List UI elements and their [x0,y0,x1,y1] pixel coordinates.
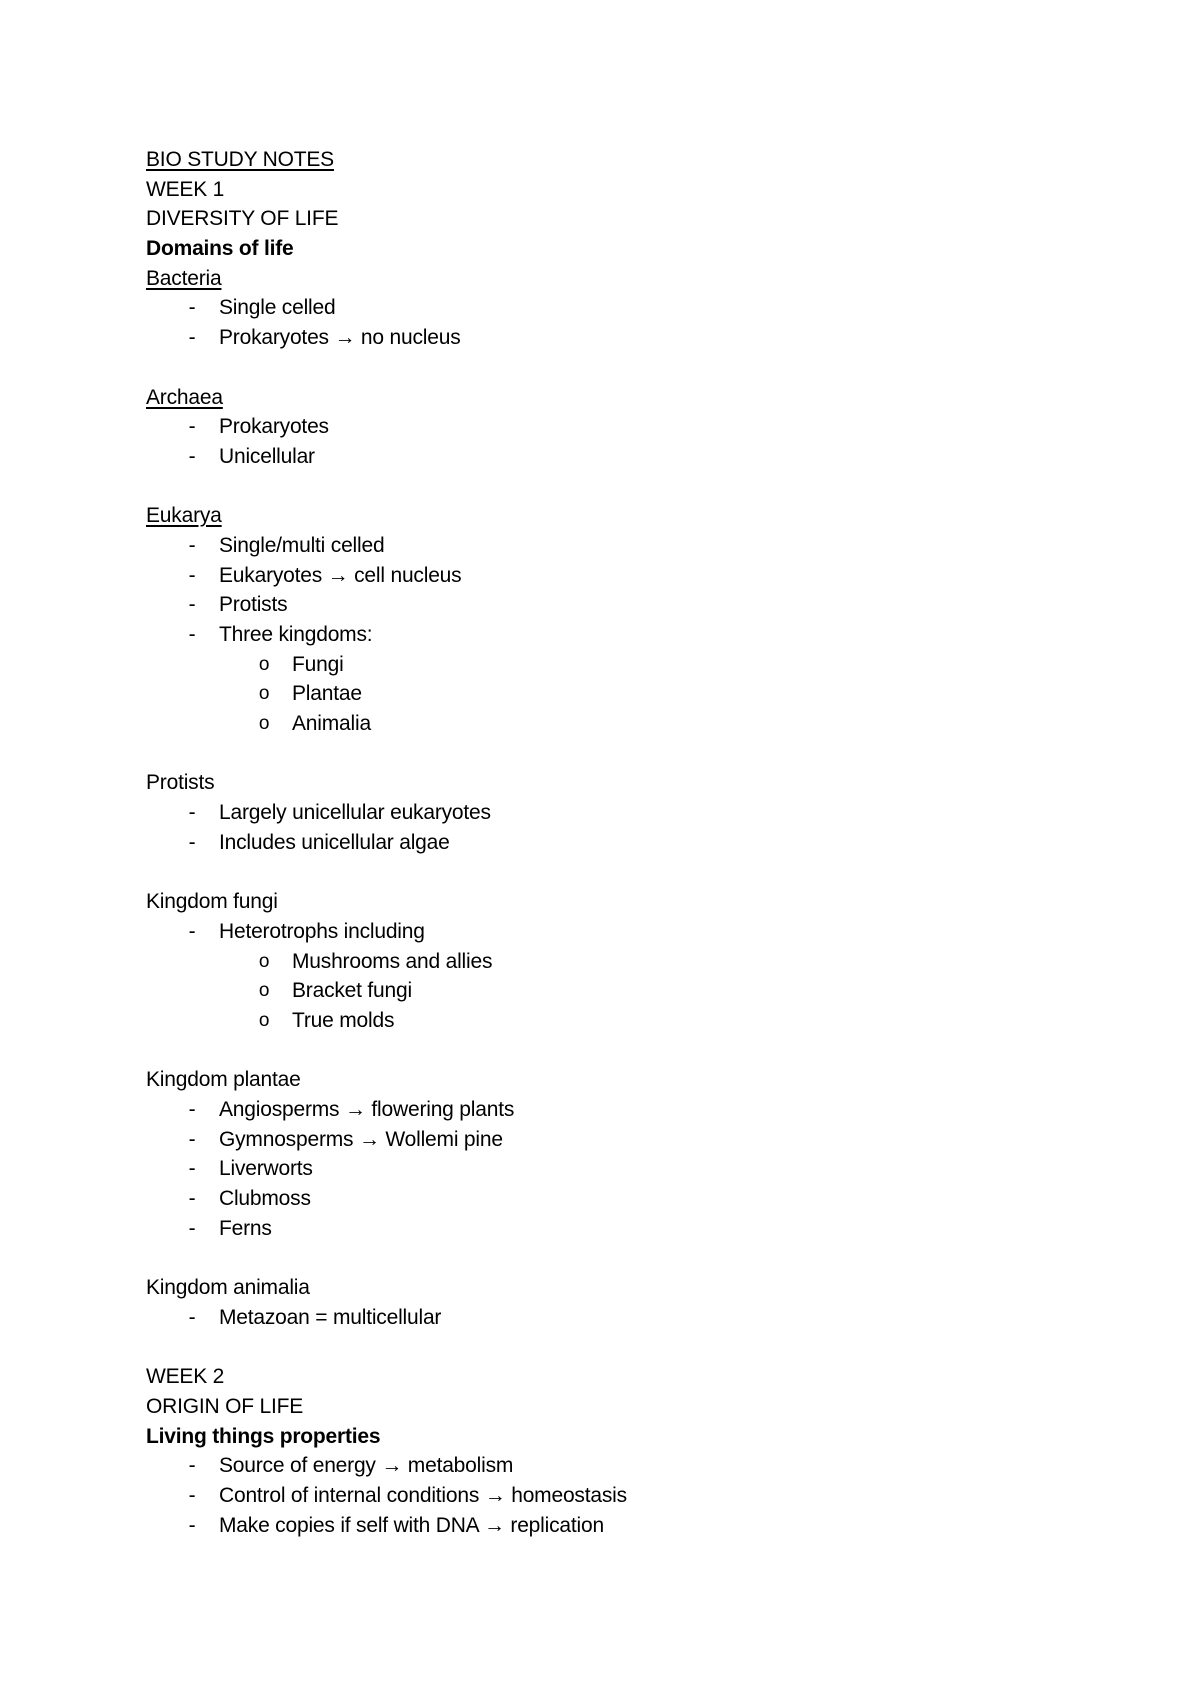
blank-line [146,353,1146,383]
bullet-item [146,1511,1146,1541]
circle-bullet-icon: o [258,950,270,972]
line-text: WEEK 2 [146,1365,225,1389]
dash-bullet-icon: - [188,623,196,646]
dash-bullet-icon: - [188,296,196,320]
dash-bullet-icon: - [188,563,196,587]
line-text: Plantae [292,682,362,706]
bullet-item [146,1095,1146,1125]
line-text: Domains of life [146,237,294,261]
line-text: Animalia [292,712,371,736]
line-text: Make copies if self with DNA → replication [219,1513,604,1537]
bullet-item [146,412,1146,442]
circle-bullet-icon: o [258,683,270,705]
line-text: Bacteria [146,266,222,290]
line-text: Angiosperms → flowering plants [219,1098,515,1121]
document-title [146,145,1146,175]
bullet-item [146,1154,1146,1184]
blank-line [146,739,1146,769]
subsection-heading [146,1273,1146,1303]
dash-bullet-icon: - [188,533,196,557]
dash-bullet-icon: - [188,1187,196,1211]
blank-line [146,1333,1146,1363]
subsection-heading [146,887,1146,917]
line-text: Heterotrophs including [219,919,425,943]
dash-bullet-icon: - [188,830,196,854]
subsection-heading [146,1065,1146,1095]
topic-heading [146,1392,1146,1422]
subsection-heading [146,264,1146,294]
sub-bullet-item [146,709,1146,739]
subsection-heading [146,501,1146,531]
dash-bullet-icon: - [188,1513,196,1537]
line-text: True molds [292,1008,395,1032]
line-text: Kingdom animalia [146,1276,310,1300]
line-text: Bracket fungi [292,979,412,1003]
bullet-item [146,293,1146,323]
line-text: WEEK 1 [146,177,225,201]
sub-bullet-item [146,947,1146,977]
line-text: Includes unicellular algae [219,830,450,854]
line-text: Living things properties [146,1424,381,1448]
sub-bullet-item [146,1006,1146,1036]
bullet-item [146,442,1146,472]
bullet-item [146,531,1146,561]
bullet-item [146,620,1146,650]
line-text: Kingdom plantae [146,1068,301,1092]
dash-bullet-icon: - [188,1157,196,1181]
line-text: Gymnosperms → Wollemi pine [219,1127,503,1151]
line-text: Fungi [292,652,344,676]
line-text: Archaea [146,385,223,409]
subsection-heading [146,383,1146,413]
line-text: Unicellular [219,444,315,468]
line-text: Prokaryotes [219,415,329,439]
dash-bullet-icon: - [188,919,196,943]
bullet-item [146,917,1146,947]
line-text: Kingdom fungi [146,890,278,914]
line-text: Protists [146,771,215,795]
line-text: Ferns [219,1216,272,1240]
dash-bullet-icon: - [188,444,196,468]
blank-line [146,1036,1146,1066]
bullet-item [146,1481,1146,1511]
sub-bullet-item [146,679,1146,709]
week-heading [146,175,1146,205]
dash-bullet-icon: - [188,1216,196,1240]
dash-bullet-icon: - [188,801,196,825]
blank-line [146,472,1146,502]
line-text: ORIGIN OF LIFE [146,1394,304,1418]
blank-line [146,1243,1146,1273]
line-text: Control of internal conditions → homeostasis [219,1483,627,1507]
line-text: Three kingdoms: [219,623,373,646]
dash-bullet-icon: - [188,1454,196,1478]
line-text: Source of energy → metabolism [219,1454,514,1478]
topic-heading [146,204,1146,234]
dash-bullet-icon: - [188,1098,196,1121]
bullet-item [146,1451,1146,1481]
line-text: DIVERSITY OF LIFE [146,207,339,231]
bullet-item [146,828,1146,858]
line-text: Protists [219,593,288,617]
week-heading [146,1362,1146,1392]
sub-bullet-item [146,650,1146,680]
line-text: Eukarya [146,504,222,528]
bullet-item [146,1125,1146,1155]
line-text: BIO STUDY NOTES [146,148,334,171]
circle-bullet-icon: o [258,980,270,1002]
bullet-item [146,798,1146,828]
bullet-item [146,561,1146,591]
bullet-item [146,1184,1146,1214]
dash-bullet-icon: - [188,326,196,350]
dash-bullet-icon: - [188,1305,196,1329]
line-text: Clubmoss [219,1187,311,1211]
line-text: Metazoan = multicellular [219,1305,442,1329]
circle-bullet-icon: o [258,653,270,675]
line-text: Liverworts [219,1157,313,1181]
bullet-item [146,1214,1146,1244]
circle-bullet-icon: o [258,713,270,735]
dash-bullet-icon: - [188,593,196,617]
dash-bullet-icon: - [188,1483,196,1507]
line-text: Single celled [219,296,336,320]
dash-bullet-icon: - [188,415,196,439]
line-text: Eukaryotes → cell nucleus [219,563,462,587]
bullet-item [146,1303,1146,1333]
line-text: Single/multi celled [219,533,385,557]
bullet-item [146,590,1146,620]
section-heading [146,1422,1146,1452]
subsection-heading [146,768,1146,798]
line-text: Mushrooms and allies [292,949,493,973]
section-heading [146,234,1146,264]
bullet-item [146,323,1146,353]
dash-bullet-icon: - [188,1127,196,1151]
line-text: Largely unicellular eukaryotes [219,801,491,825]
line-text: Prokaryotes → no nucleus [219,326,461,350]
circle-bullet-icon: o [258,1009,270,1031]
sub-bullet-item [146,976,1146,1006]
notes-body [146,145,1146,1540]
blank-line [146,858,1146,888]
